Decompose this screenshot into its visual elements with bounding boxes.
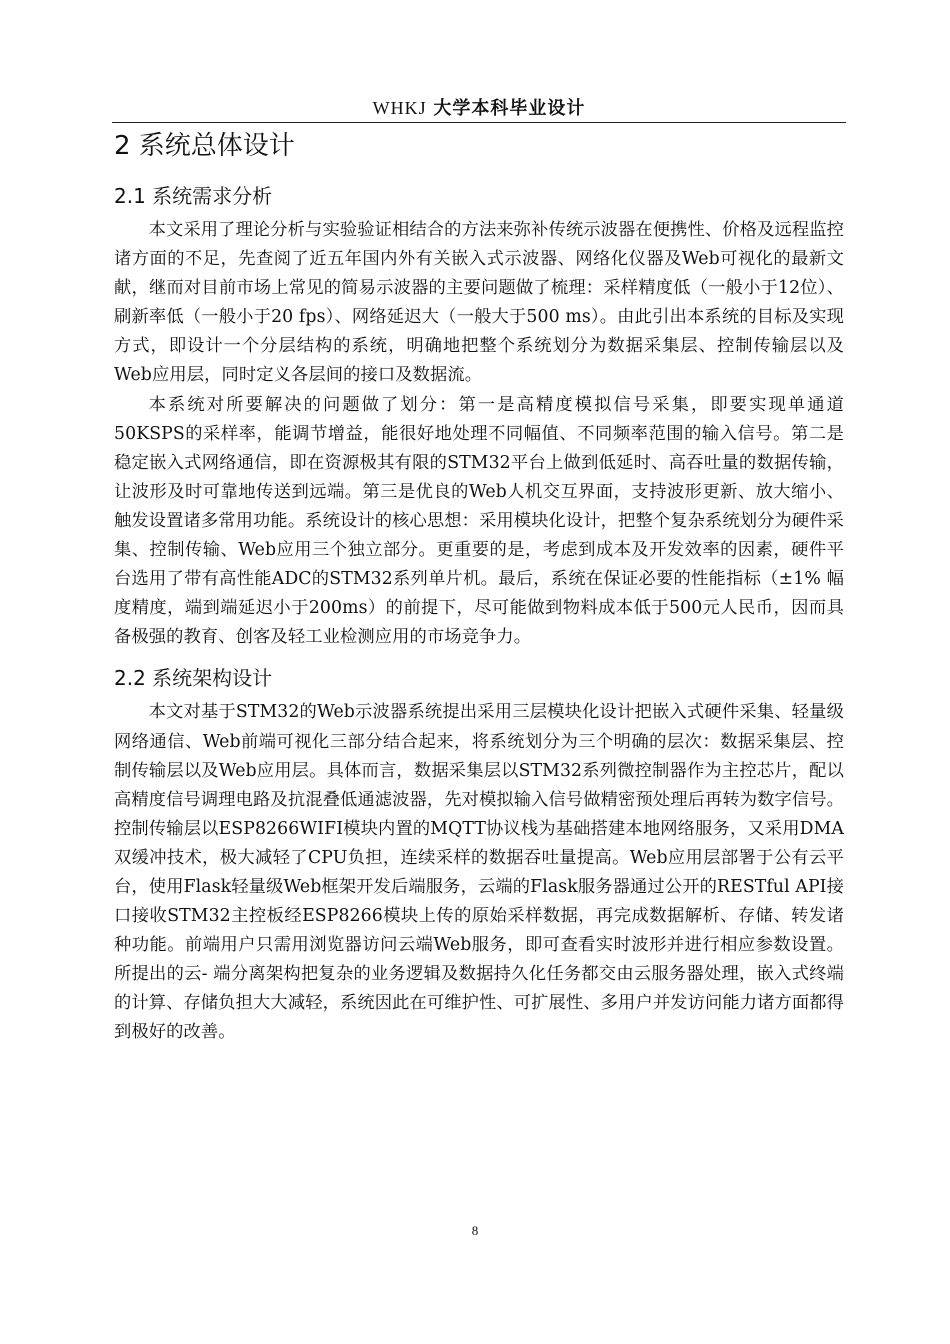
paragraph: 本文对基于STM32的Web示波器系统提出采用三层模块化设计把嵌入式硬件采集、轻量级网络通信、Web前端可视化三部分结合起来，将系统划分为三个明确的层次：数据采集层、控制传输层以及Web应用层。具体而言，数据采集层以STM32系列微控制器作为主控芯片，配以高精度信号调理电路及抗混叠低通滤波器，先对模拟输入信号做精密预处理后再转为数字信号。控制传输层以ESP8266WIFI模块内置的MQTT协议栈为基础搭建本地网络服务，又采用DMA双缓冲技术，极大减轻了CPU负担，连续采样的数据吞吐量提高。Web应用层部署于公有云平台，使用Flask轻量级Web框架开发后端服务，云端的Flask服务器通过公开的RESTful API接口接收STM32主控板经ESP8266模块上传的原始采样数据，再完成数据解析、存储、转发诸种功能。前端用户只需用浏览器访问云端Web服务，即可查看实时波形并进行相应参数设置。所提出的云- 端分离架构把复杂的业务逻辑及数据持久化任务都交由云服务器处理，嵌入式终端的计算、存储负担大大减轻，系统因此在可维护性、可扩展性、多用户并发访问能力诸方面都得到极好的改善。 xyxy=(114,702,845,1043)
section-title-architecture: 2.2 系统架构设计 xyxy=(114,666,273,691)
running-header xyxy=(112,96,846,121)
page-number: 8 xyxy=(471,1223,479,1238)
header-title: 大学本科毕业设计 xyxy=(433,98,586,119)
section-title-requirements: 2.1 系统需求分析 xyxy=(114,184,273,208)
chapter-title: 2 系统总体设计 xyxy=(114,131,295,161)
header-rule xyxy=(112,122,846,123)
paragraph: 本文采用了理论分析与实验验证相结合的方法来弥补传统示波器在便携性、价格及远程监控诸方面的不足，先查阅了近五年国内外有关嵌入式示波器、网络化仪器及Web可视化的最新文献，继而对目前市场上常见的简易示波器的主要问题做了梳理：采样精度低（一般小于12位）、刷新率低（一般小于20 fps）、网络延迟大（一般大于500 ms）。由此引出本系统的目标及实现方式，即设计一个分层结构的系统，明确地把整个系统划分为数据采集层、控制传输层以及Web应用层，同时定义各层间的接口及数据流。 xyxy=(114,220,844,386)
paragraph: 本系统对所要解决的问题做了划分：第一是高精度模拟信号采集，即要实现单通道50KSPS的采样率，能调节增益，能很好地处理不同幅值、不同频率范围的输入信号。第二是稳定嵌入式网络通信，即在资源极其有限的STM32平台上做到低延时、高吞吐量的数据传输，让波形及时可靠地传送到远端。第三是优良的Web人机交互界面，支持波形更新、放大缩小、触发设置诸多常用功能。系统设计的核心思想：采用模块化设计，把整个复杂系统划分为硬件采集、控制传输、Web应用三个独立部分。更重要的是，考虑到成本及开发效率的因素，硬件平台选用了带有高性能ADC的STM32系列单片机。最后，系统在保证必要的性能指标（±1% 幅度精度，端到端延迟小于200ms）的前提下，尽可能做到物料成本低于500元人民币，因而具备极强的教育、创客及轻工业检测应用的市场竞争力。 xyxy=(114,394,845,648)
page-body xyxy=(114,124,844,1048)
header-prefix: WHKJ xyxy=(372,98,427,118)
